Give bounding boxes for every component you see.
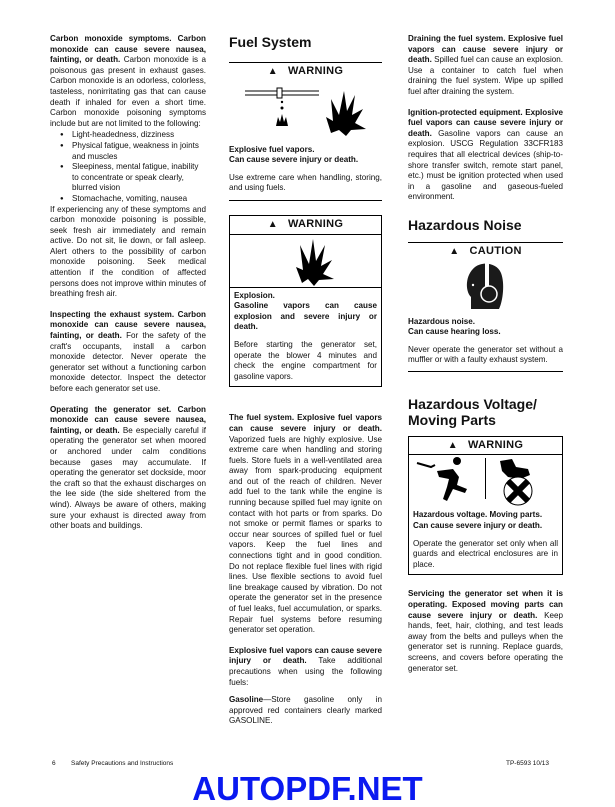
fuel-system-bold: The fuel system. Explosive fuel vapors can cause severe injury or death. [229,413,382,433]
warning-header [229,63,382,81]
column-carbon-monoxide [50,34,206,539]
inspecting-paragraph [50,310,206,395]
divider [408,371,563,372]
ignition-paragraph [408,108,563,203]
explosive-bold: Explosive fuel vapors can cause severe injury or death. [229,645,382,666]
list-item: ● Stomachache, vomiting, nausea [60,194,206,205]
footer-section-title: Safety Precautions and Instructions [71,760,174,767]
warning-panel-explosion [229,215,382,387]
draining-paragraph [408,34,563,98]
warning-triangle-icon: ▲ [449,245,460,257]
warning-header [230,216,381,235]
explosion-icon [326,91,366,136]
ignition-bold: Ignition-protected equipment. Explosive fuel vapors can cause severe injury or death. [408,107,563,138]
divider [229,200,382,201]
ignition-text: Gasoline vapors can cause an explosion. USCG Regulation 33CFR183 requires that all electrical devices (ship-to-shore transfer switch, remote start panel, etc.) must be ignition protected when used in a gasoline and gaseous-fueled environment. [408,128,564,202]
electric-shock-icon [409,455,485,507]
warning-header [409,437,562,456]
warning-panel-fuel-vapors [229,63,382,194]
gasoline-text: —Store gasoline only in approved red containers clearly marked GASOLINE. [229,695,382,726]
explosive-text: Take additional precautions when using the following fuels: [229,656,383,687]
draining-text: Spilled fuel can cause an explosion. Use a container to catch fuel when draining the fuel system. Wipe up spilled fuel after draining the system. [408,55,564,96]
fuel-system-paragraph [229,413,382,635]
co-symptoms-text: Carbon monoxide is a poisonous gas present in exhaust gases. Carbon monoxide is an odorless, colorless, tasteless, nonirritating gas that can cause death if inhaled for even a short time. Carbon monoxide poisoning symptoms include but are not limited to the following: [50,55,206,128]
warning-text: Operate the generator set only when all guards and electrical enclosures are in place. [413,538,558,569]
warning-title-line: Can cause severe injury or death. [229,155,359,165]
warning-panel-voltage [408,436,563,576]
caution-title [408,317,563,338]
warning-body [409,507,562,574]
fuel-hazard-pictograms [229,81,382,139]
gasoline-bold: Gasoline [229,695,264,705]
caution-header [408,243,563,261]
warning-body [230,288,381,387]
warning-title-line: Explosion. [234,290,275,300]
servicing-bold: Servicing the generator set when it is operating. Exposed moving parts can cause severe injury or death. [408,589,563,620]
fuel-leak-fire-icon [231,81,381,139]
list-item: ● Physical fatigue, weakness in joints and muscles [60,141,206,162]
warning-label: WARNING [287,217,344,230]
list-item: ● Light-headedness, dizziness [60,130,206,141]
watermark: AUTOPDF.NET [192,770,423,807]
footer-doc-id: TP-6593 10/13 [506,760,550,767]
gasoline-paragraph [229,695,382,727]
moving-parts-fan-icon [486,455,562,507]
co-symptoms-paragraph [50,34,206,129]
warning-title-line: Gasoline vapors can cause explosion and severe injury or death. [234,301,377,332]
explosive-paragraph [229,646,382,688]
warning-text: Before starting the generator set, operate the blower 4 minutes and check the engine compartment for gasoline vapors. [234,339,377,381]
servicing-paragraph [408,589,563,674]
warning-title-line: Can cause severe injury or death. [413,521,543,531]
warning-title-line: Hazardous voltage. Moving parts. [413,510,543,520]
co-after-paragraph: If experiencing any of these symptoms and carbon monoxide poisoning is possible, seek fresh air immediately and remain active. Do not sit, lie down, or fall asleep. Alert others to the possibility of carbon monoxide poisoning. Seek medical attention if the condition of affected persons does not improve within minutes of breathing fresh air. [50,204,206,299]
fuel-system-heading: Fuel System [229,34,312,50]
co-symptoms-heading: Carbon monoxide symptoms. Carbon monoxide can cause severe nausea, fainting, or death. [50,34,206,65]
draining-bold: Draining the fuel system. Explosive fuel vapors can cause severe injury or death. [408,34,563,65]
page-number: 6 [52,760,56,767]
warning-triangle-icon: ▲ [447,439,458,451]
caution-title-line: Can cause hearing loss. [408,327,501,337]
symptoms-list [50,130,206,204]
caution-title-line: Hazardous noise. [408,316,476,326]
explosion-pictogram [230,235,381,288]
warning-label: WARNING [287,65,344,77]
warning-title [413,510,558,531]
voltage-pictograms [409,455,562,507]
caution-panel-noise [408,243,563,366]
list-item: ● Sleepiness, mental fatigue, inability to concentrate or speak clearly, blurred vision [60,162,206,194]
hazardous-noise-heading: Hazardous Noise [408,216,522,233]
fuel-system-text: Vaporized fuels are highly explosive. Use extreme care when handling and storing fuels. Store fuels in a well-ventilated area away from spark-producing equipment and out of the reach of children. Never add fuel to the tank while the engine is running because spilled fuel may ignite on contact with hot parts or from sparks. Do not smoke or permit flames or sparks to occur near sources of spilled fuel or fuel vapors. Keep the fuel lines and connections tight and in good condition. Do not replace flexible fuel lines with rigid lines. Use flexible sections to avoid fuel line breakage caused by vibration. Do not operate the generator set in the presence of fuel leaks, fuel accumulation, or sparks. Repair fuel systems before resuming generator set operation. [229,434,382,635]
caution-text: Never operate the generator set without a muffler or with a faulty exhaust system. [408,344,563,365]
hearing-pictogram [408,261,563,311]
hazardous-voltage-heading: Hazardous Voltage/ Moving Parts [408,395,537,428]
caution-label: CAUTION [469,244,522,257]
warning-text: Use extreme care when handling, storing, and using fuels. [229,172,382,193]
explosion-icon [276,235,336,287]
inspecting-heading: Inspecting the exhaust system. Carbon monoxide can cause severe nausea, fainting, or death. [50,309,206,341]
warning-title [234,291,377,333]
warning-title [229,145,382,166]
operating-heading: Operating the generator set. Carbon monoxide can cause severe nausea, fainting, or death. [50,404,206,435]
operating-paragraph [50,405,206,532]
warning-triangle-icon: ▲ [267,218,278,230]
inspecting-text: For the safety of the craft's occupants, install a carbon monoxide detector. Never operate the generator set without a functioning carbon monoxide detector. Inspect the detector before each generator set use. [50,331,206,393]
operating-text: Be especially careful if operating the generator set when moored or anchored under calm conditions because gases may accumulate. If operating the generator set dockside, moor the craft so that the exhaust discharges on the lee side (the side sheltered from the wind). Always be aware of others, making sure your exhaust is directed away from other boats and buildings. [50,425,206,531]
hearing-protection-icon [461,261,511,311]
warning-label: WARNING [467,438,524,451]
column-fuel-system [229,34,382,734]
warning-title-line: Explosive fuel vapors. [229,144,315,154]
servicing-text: Keep hands, feet, hair, clothing, and test leads away from the belts and pulleys when the generator set is running. Replace guards, screens, and covers before operating the generator set. [408,610,563,673]
column-hazards [408,34,563,681]
warning-triangle-icon: ▲ [267,66,278,77]
